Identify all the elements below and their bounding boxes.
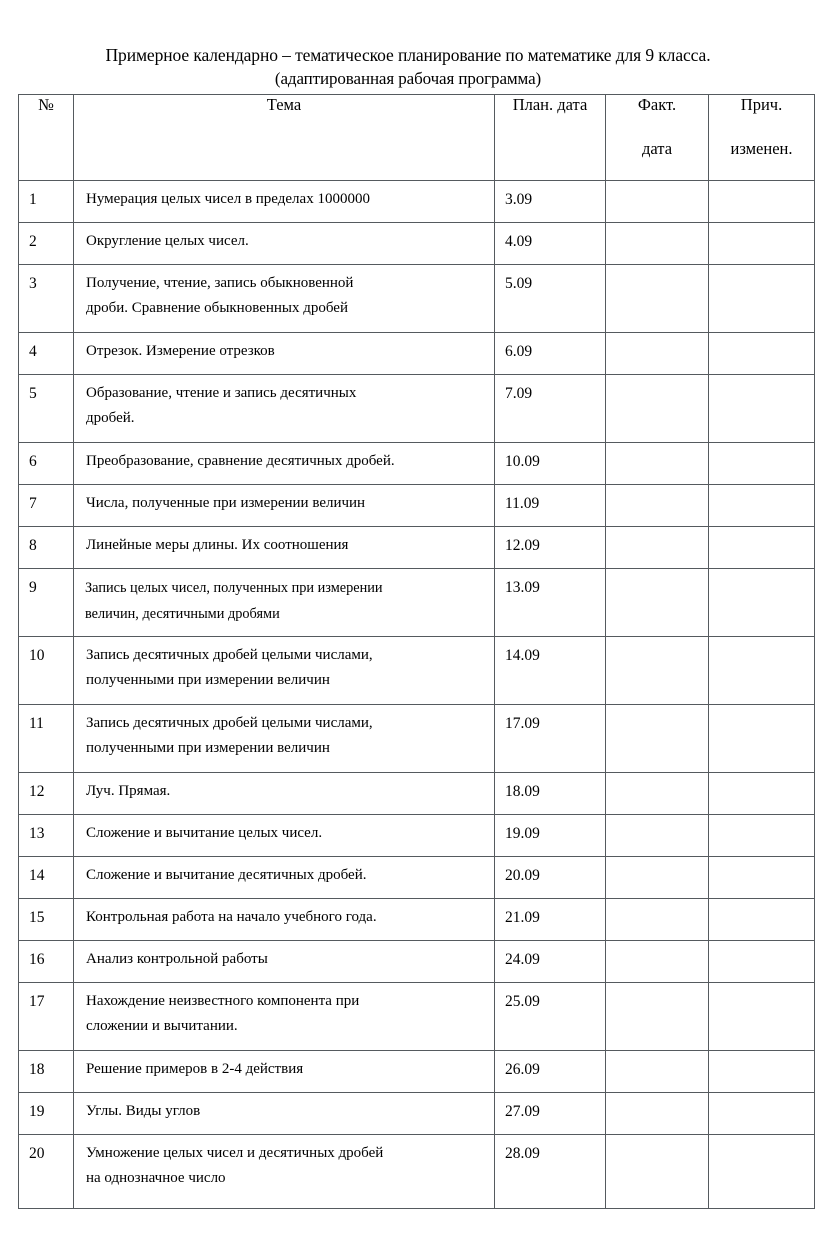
cell-theme [74,857,495,899]
cell-actual-date [606,773,709,815]
cell-theme [74,223,495,265]
document-title [18,44,798,90]
cell-theme-line-1: Запись десятичных дробей целыми числами, [86,715,373,731]
actual-date-line-2: дата [641,139,673,158]
cell-number: 3 [19,265,74,333]
cell-theme [74,773,495,815]
cell-theme [74,333,495,375]
cell-theme-line-1: Отрезок. Измерение отрезков [86,343,275,359]
cell-theme-line-1: Сложение и вычитание десятичных дробей. [86,867,367,883]
cell-theme-line-1: Углы. Виды углов [86,1103,201,1119]
cell-actual-date [606,375,709,443]
table-row [19,527,815,569]
cell-planned-date: 7.09 [495,375,606,443]
cell-theme [74,705,495,773]
column-header-actual-date [606,95,709,181]
table-row [19,1093,815,1135]
cell-planned-date: 26.09 [495,1051,606,1093]
cell-change-reason [709,637,815,705]
column-header-planned-date: План. дата [495,95,606,181]
cell-change-reason [709,265,815,333]
cell-planned-date: 20.09 [495,857,606,899]
cell-theme-line-2: полученными при измерении величин [86,672,330,688]
cell-theme-line-1: Числа, полученные при измерении величин [86,495,366,511]
cell-theme [74,1135,495,1209]
cell-planned-date: 25.09 [495,983,606,1051]
title-line-2: (адаптированная рабочая программа) [274,69,542,88]
table-header [19,95,815,181]
cell-number: 13 [19,815,74,857]
cell-change-reason [709,941,815,983]
cell-actual-date [606,941,709,983]
cell-theme-line-2: полученными при измерении величин [86,740,330,756]
table-body [19,181,815,1209]
cell-change-reason [709,1093,815,1135]
cell-theme [74,485,495,527]
cell-change-reason [709,1051,815,1093]
cell-theme [74,569,495,637]
cell-change-reason [709,705,815,773]
cell-theme-line-1: Умножение целых чисел и десятичных дробей [86,1145,384,1161]
cell-planned-date: 18.09 [495,773,606,815]
cell-theme-line-1: Преобразование, сравнение десятичных дробей. [86,453,395,469]
cell-number: 2 [19,223,74,265]
cell-theme-line-1: Нумерация целых чисел в пределах 1000000 [86,191,370,207]
table-row [19,485,815,527]
cell-change-reason [709,181,815,223]
table-row [19,899,815,941]
table-row [19,443,815,485]
cell-theme-line-2: величин, десятичными дробями [85,606,280,622]
cell-theme-line-2: на однозначное число [86,1170,226,1186]
cell-number: 14 [19,857,74,899]
table-row [19,333,815,375]
cell-change-reason [709,1135,815,1209]
cell-actual-date [606,1135,709,1209]
column-header-theme: Тема [74,95,495,181]
table-row [19,375,815,443]
cell-change-reason [709,857,815,899]
cell-number: 5 [19,375,74,443]
cell-actual-date [606,527,709,569]
cell-number: 9 [19,569,74,637]
cell-theme [74,637,495,705]
table-row [19,941,815,983]
cell-actual-date [606,899,709,941]
cell-actual-date [606,983,709,1051]
cell-theme [74,815,495,857]
cell-theme [74,443,495,485]
table-row [19,181,815,223]
cell-theme-line-1: Образование, чтение и запись десятичных [86,385,357,401]
cell-change-reason [709,569,815,637]
cell-actual-date [606,637,709,705]
table-row [19,773,815,815]
cell-number: 4 [19,333,74,375]
cell-theme-line-1: Луч. Прямая. [86,783,171,799]
cell-planned-date: 28.09 [495,1135,606,1209]
cell-actual-date [606,223,709,265]
cell-change-reason [709,333,815,375]
table-row [19,223,815,265]
cell-theme-line-1: Анализ контрольной работы [86,951,268,967]
cell-change-reason [709,485,815,527]
table-row [19,857,815,899]
table-row [19,265,815,333]
cell-planned-date: 13.09 [495,569,606,637]
table-row [19,983,815,1051]
cell-theme [74,941,495,983]
table-row [19,1051,815,1093]
cell-change-reason [709,527,815,569]
cell-actual-date [606,181,709,223]
cell-theme-line-1: Контрольная работа на начало учебного года. [86,909,377,925]
cell-number: 15 [19,899,74,941]
header-row [19,95,815,181]
cell-actual-date [606,857,709,899]
cell-actual-date [606,815,709,857]
cell-actual-date [606,485,709,527]
cell-number: 19 [19,1093,74,1135]
cell-theme [74,1093,495,1135]
cell-planned-date: 12.09 [495,527,606,569]
cell-theme [74,1051,495,1093]
cell-actual-date [606,443,709,485]
cell-number: 20 [19,1135,74,1209]
cell-number: 1 [19,181,74,223]
cell-change-reason [709,375,815,443]
cell-change-reason [709,443,815,485]
cell-theme-line-1: Запись целых чисел, полученных при измерении [85,580,383,596]
cell-theme [74,899,495,941]
cell-theme-line-1: Линейные меры длины. Их соотношения [86,537,349,553]
cell-change-reason [709,773,815,815]
cell-planned-date: 19.09 [495,815,606,857]
cell-planned-date: 3.09 [495,181,606,223]
cell-planned-date: 4.09 [495,223,606,265]
cell-theme-line-1: Нахождение неизвестного компонента при [86,993,360,1009]
cell-theme-line-1: Запись десятичных дробей целыми числами, [86,647,373,663]
cell-actual-date [606,333,709,375]
cell-theme [74,983,495,1051]
cell-theme-line-1: Решение примеров в 2-4 действия [86,1061,304,1077]
cell-planned-date: 11.09 [495,485,606,527]
cell-theme-line-2: дробей. [86,410,135,426]
cell-number: 16 [19,941,74,983]
cell-planned-date: 5.09 [495,265,606,333]
cell-theme-line-1: Округление целых чисел. [86,233,249,249]
cell-number: 17 [19,983,74,1051]
cell-theme [74,375,495,443]
cell-actual-date [606,1093,709,1135]
change-reason-line-1: Прич. [740,95,783,114]
cell-number: 11 [19,705,74,773]
cell-number: 8 [19,527,74,569]
cell-change-reason [709,899,815,941]
cell-planned-date: 6.09 [495,333,606,375]
cell-change-reason [709,223,815,265]
change-reason-line-2: изменен. [730,139,793,158]
cell-change-reason [709,815,815,857]
cell-theme-line-2: сложении и вычитании. [86,1018,238,1034]
cell-planned-date: 10.09 [495,443,606,485]
cell-number: 12 [19,773,74,815]
table-row [19,705,815,773]
cell-actual-date [606,569,709,637]
cell-theme-line-2: дроби. Сравнение обыкновенных дробей [86,300,348,316]
cell-theme [74,181,495,223]
cell-number: 10 [19,637,74,705]
cell-theme [74,527,495,569]
column-header-number: № [19,95,74,181]
table-row [19,637,815,705]
cell-planned-date: 21.09 [495,899,606,941]
cell-actual-date [606,1051,709,1093]
cell-planned-date: 24.09 [495,941,606,983]
cell-actual-date [606,265,709,333]
cell-change-reason [709,983,815,1051]
cell-theme-line-1: Получение, чтение, запись обыкновенной [86,275,354,291]
table-row [19,1135,815,1209]
lesson-plan-table [18,94,815,1209]
cell-number: 6 [19,443,74,485]
actual-date-line-1: Факт. [637,95,677,114]
cell-planned-date: 14.09 [495,637,606,705]
column-header-change-reason [709,95,815,181]
cell-theme-line-1: Сложение и вычитание целых чисел. [86,825,323,841]
cell-planned-date: 17.09 [495,705,606,773]
title-line-1: Примерное календарно – тематическое планирование по математике для 9 класса. [105,45,711,65]
cell-number: 18 [19,1051,74,1093]
cell-actual-date [606,705,709,773]
cell-number: 7 [19,485,74,527]
cell-theme [74,265,495,333]
table-row [19,815,815,857]
cell-planned-date: 27.09 [495,1093,606,1135]
table-row [19,569,815,637]
